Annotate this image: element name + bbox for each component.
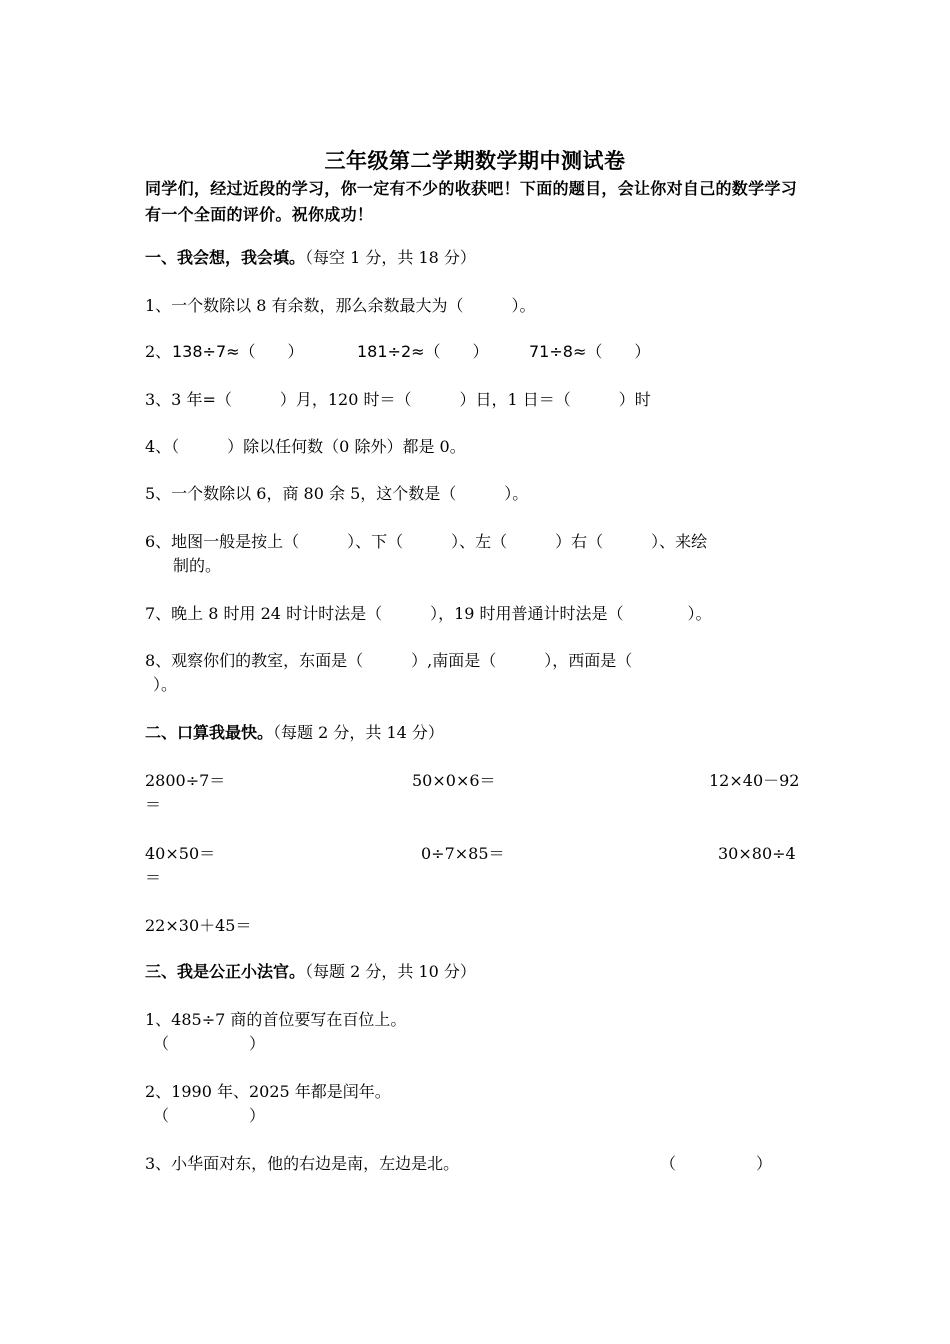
section2-header (145, 721, 444, 745)
s3-question-2: 2、1990 年、2025 年都是闰年。 (145, 1082, 391, 1101)
s1-question-6-line2: 制的。 (173, 556, 222, 575)
s2-calc-2b: 0÷7×85＝ (421, 844, 505, 863)
s1-question-1: 1、一个数除以 8 有余数，那么余数最大为（ ）。 (145, 296, 536, 315)
s2-calc-3a: 22×30＋45＝ (145, 916, 252, 935)
s3-question-1: 1、485÷7 商的首位要写在百位上。 (145, 1010, 407, 1029)
s1-question-8-line1: 8、观察你们的教室，东面是（ ）,南面是（ ），西面是（ (145, 651, 633, 670)
s1-question-2b: 181÷2≈（ ） (357, 342, 489, 361)
s1-question-3: 3、3 年=（ ）月，120 时＝（ ）日，1 日＝（ ）时 (145, 390, 651, 409)
section2-heading: 二、口算我最快。 (145, 723, 274, 742)
s1-question-5: 5、一个数除以 6，商 80 余 5，这个数是（ ）。 (145, 484, 529, 503)
intro-paragraph: 同学们，经过近段的学习，你一定有不少的收获吧！下面的题目，会让你对自己的数学学习有一个全面的评价。祝你成功！ (145, 179, 798, 224)
s2-calc-1b: 50×0×6＝ (412, 771, 496, 790)
s1-question-7: 7、晚上 8 时用 24 时计时法是（ ），19 时用普通计时法是（ ）。 (145, 604, 712, 623)
s1-question-8-line2: ）。 (153, 675, 178, 694)
s2-calc-1d: ＝ (145, 795, 162, 814)
s3-question-3: 3、小华面对东，他的右边是南，左边是北。 (145, 1154, 460, 1173)
page-title: 三年级第二学期数学期中测试卷 (324, 149, 626, 173)
s1-question-6-line1: 6、地图一般是按上（ ）、下（ ）、左（ ）右（ ）、来绘 (145, 532, 708, 551)
s1-question-2a: 138÷7≈（ ） (172, 342, 304, 361)
section1-header (145, 246, 476, 270)
s3-question-3-answer: （ ） (660, 1154, 773, 1173)
section2-note: （每题 2 分，共 14 分） (273, 723, 444, 742)
section1-note: （每空 1 分，共 18 分） (305, 248, 476, 267)
s2-calc-1a: 2800÷7＝ (145, 771, 226, 790)
s2-calc-2d: ＝ (145, 868, 162, 887)
s2-calc-1c: 12×40－92 (709, 771, 800, 790)
section3-heading: 三、我是公正小法官。 (145, 962, 306, 981)
section1-heading: 一、我会想，我会填。 (145, 248, 306, 267)
s1-question-4: 4、（ ）除以任何数（0 除外）都是 0。 (145, 437, 466, 456)
section3-header (145, 960, 476, 984)
s2-calc-2a: 40×50＝ (145, 844, 216, 863)
s3-question-2-answer: （ ） (153, 1106, 266, 1125)
section3-note: （每题 2 分，共 10 分） (305, 962, 476, 981)
s2-calc-2c: 30×80÷4 (718, 844, 796, 863)
s3-question-1-answer: （ ） (153, 1034, 266, 1053)
s1-question-2-prefix: 2、 (145, 342, 172, 361)
s1-question-2c: 71÷8≈（ ） (529, 342, 651, 361)
